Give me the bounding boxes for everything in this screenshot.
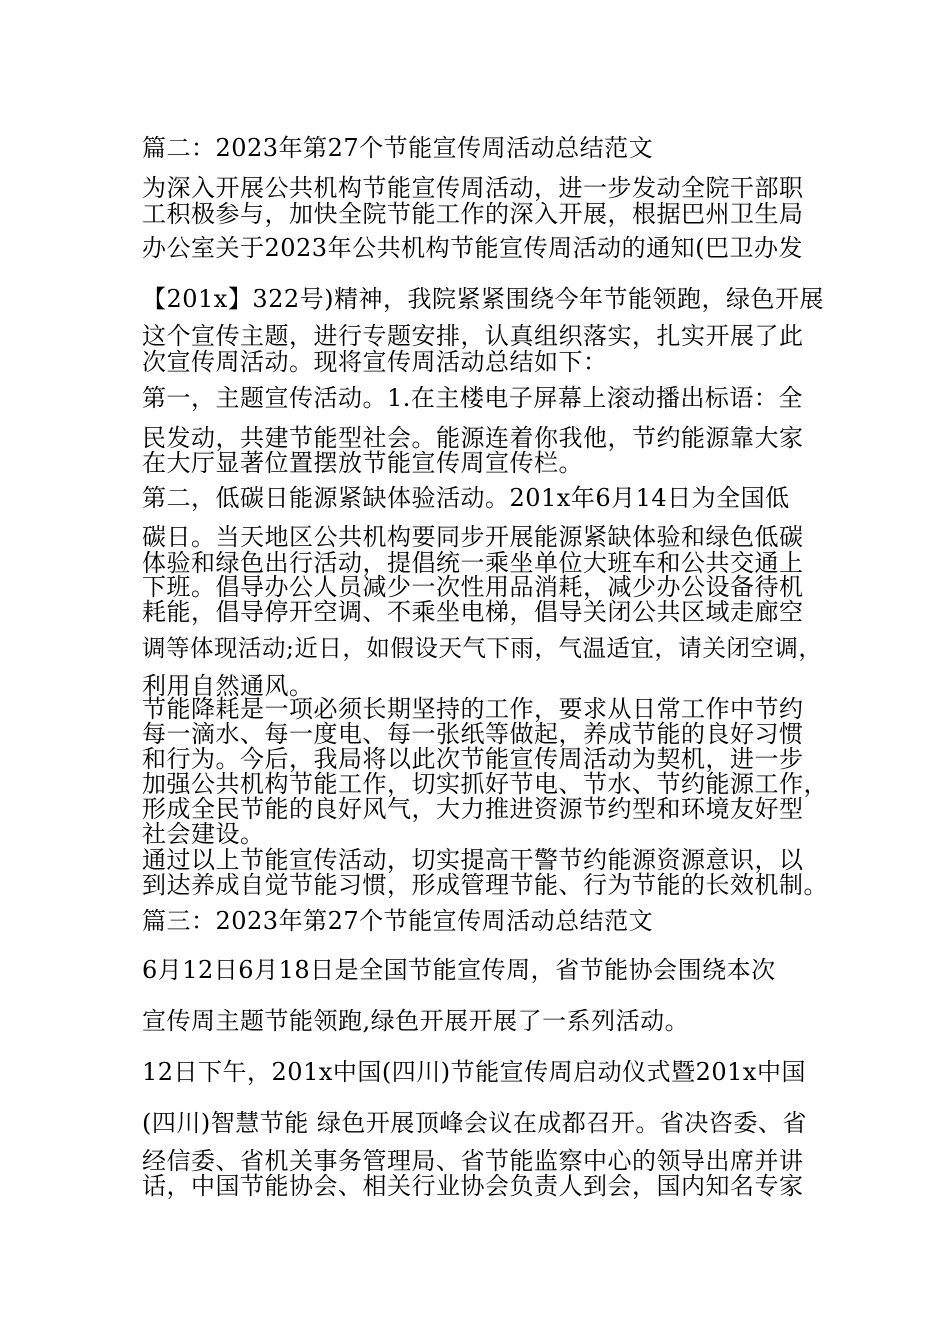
paragraph-line: 工积极参与，加快全院节能工作的深入开展，根据巴州卫生局 (142, 200, 804, 228)
paragraph-line: 形成全民节能的良好风气，大力推进资源节约型和环境友好型 (142, 795, 804, 823)
paragraph-line: 每一滴水、每一度电、每一张纸等做起，养成节能的良好习惯 (142, 720, 804, 748)
section-heading-3: 篇三：2023年第27个节能宣传周活动总结范文 (142, 907, 654, 935)
paragraph-line: 宣传周主题节能领跑,绿色开展开展了一系列活动。 (142, 1007, 690, 1035)
paragraph-line: 加强公共机构节能工作，切实抓好节电、节水、节约能源工作， (142, 770, 828, 798)
paragraph-line: 话，中国节能协会、相关行业协会负责人到会，国内知名专家 (142, 1172, 804, 1200)
paragraph-line: 12日下午，201x中国(四川)节能宣传周启动仪式暨201x中国 (142, 1058, 806, 1086)
paragraph-line: 利用自然通风。 (142, 672, 314, 700)
paragraph-line: 到达养成自觉节能习惯，形成管理节能、行为节能的长效机制。 (142, 871, 828, 899)
paragraph-line: 民发动，共建节能型社会。能源连着你我他，节约能源靠大家 (142, 424, 804, 452)
paragraph-line: 为深入开展公共机构节能宣传周活动，进一步发动全院干部职 (142, 174, 804, 202)
paragraph-line: 碳日。当天地区公共机构要同步开展能源紧缺体验和绿色低碳 (142, 523, 804, 551)
paragraph-line: 下班。倡导办公人员减少一次性用品消耗，减少办公设备待机 (142, 573, 804, 601)
paragraph-line: 和行为。今后，我局将以此次节能宣传周活动为契机，进一步 (142, 745, 804, 773)
paragraph-line: 经信委、省机关事务管理局、省节能监察中心的领导出席并讲 (142, 1147, 804, 1175)
section-heading-2: 篇二：2023年第27个节能宣传周活动总结范文 (142, 134, 654, 162)
paragraph-line: 第二，低碳日能源紧缺体验活动。201x年6月14日为全国低 (142, 484, 790, 512)
paragraph-line: 【201x】322号)精神，我院紧紧围绕今年节能领跑，绿色开展 (142, 285, 825, 313)
paragraph-line: 调等体现活动;近日，如假设天气下雨，气温适宜，请关闭空调， (142, 634, 823, 662)
paragraph-line: 体验和绿色出行活动，提倡统一乘坐单位大班车和公共交通上 (142, 549, 804, 577)
paragraph-line: 通过以上节能宣传活动，切实提高干警节约能源资源意识，以 (142, 846, 804, 874)
paragraph-line: 第一，主题宣传活动。1.在主楼电子屏幕上滚动播出标语：全 (142, 384, 803, 412)
paragraph-line: 节能降耗是一项必须长期坚持的工作，要求从日常工作中节约 (142, 695, 804, 723)
paragraph-line: 次宣传周活动。现将宣传周活动总结如下： (142, 348, 608, 376)
paragraph-line: 6月12日6月18日是全国节能宣传周，省节能协会围绕本次 (142, 956, 776, 984)
paragraph-line: 社会建设。 (142, 820, 265, 848)
paragraph-line: 办公室关于2023年公共机构节能宣传周活动的通知(巴卫办发 (142, 234, 803, 262)
paragraph-line: 这个宣传主题，进行专题安排，认真组织落实，扎实开展了此 (142, 322, 804, 350)
paragraph-line: (四川)智慧节能 绿色开展顶峰会议在成都召开。省决咨委、省 (142, 1109, 807, 1137)
paragraph-line: 在大厅显著位置摆放节能宣传周宣传栏。 (142, 449, 583, 477)
paragraph-line: 耗能，倡导停开空调、不乘坐电梯，倡导关闭公共区域走廊空 (142, 598, 804, 626)
